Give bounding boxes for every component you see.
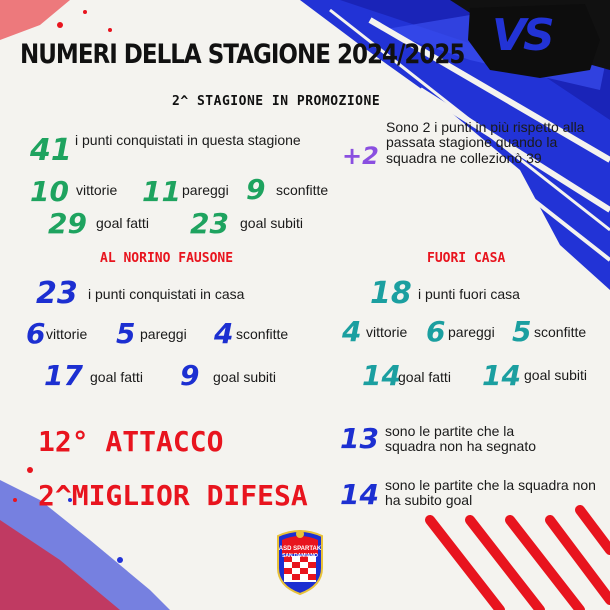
no-score-value: 13	[340, 422, 379, 455]
clean-sheets-label: sono le partite che la squadra non ha subito goal	[385, 477, 596, 509]
season-losses-label: sconfitte	[276, 182, 329, 198]
season-ga-label: goal subiti	[240, 215, 304, 231]
home-draws-label: pareggi	[140, 326, 187, 342]
home-losses-label: sconfitte	[236, 326, 289, 342]
clean-sheets-value: 14	[340, 478, 379, 511]
away-gf-label: goal fatti	[398, 369, 451, 385]
season-wins-value: 10	[30, 175, 69, 208]
season-gf-value: 29	[48, 207, 87, 240]
home-wins-value: 6	[26, 317, 46, 350]
away-losses-label: sconfitte	[534, 324, 587, 340]
home-heading: AL NORINO FAUSONE	[100, 251, 234, 266]
home-ga-value: 9	[180, 359, 200, 392]
season-losses-value: 9	[246, 173, 266, 206]
home-gf-value: 17	[44, 359, 83, 392]
away-draws-label: pareggi	[448, 324, 495, 340]
club-crest-icon	[274, 526, 326, 596]
season-points-value: 41	[30, 133, 72, 168]
home-draws-value: 5	[116, 317, 136, 350]
vs-badge: VS	[492, 10, 552, 61]
page-subtitle: 2^ STAGIONE IN PROMOZIONE	[172, 94, 381, 109]
season-wins-label: vittorie	[76, 182, 118, 198]
season-points-label: i punti conquistati in questa stagione	[75, 132, 301, 148]
season-delta-value: +2	[342, 142, 379, 170]
no-score-label: sono le partite che la squadra non ha segnato	[385, 423, 537, 455]
away-gf-value: 14	[362, 359, 401, 392]
attack-ranking: 12° ATTACCO	[38, 425, 224, 458]
defense-ranking: 2^MIGLIOR DIFESA	[38, 479, 308, 512]
home-points-value: 23	[36, 276, 78, 311]
away-draws-value: 6	[426, 315, 446, 348]
page-title: NUMERI DELLA STAGIONE 2024/2025	[20, 40, 465, 70]
away-ga-value: 14	[482, 359, 521, 392]
home-losses-value: 4	[214, 317, 234, 350]
away-heading: FUORI CASA	[427, 251, 506, 266]
home-ga-label: goal subiti	[213, 369, 277, 385]
away-ga-label: goal subiti	[524, 367, 588, 383]
season-draws-value: 11	[142, 175, 181, 208]
home-gf-label: goal fatti	[90, 369, 143, 385]
season-ga-value: 23	[190, 207, 229, 240]
away-wins-label: vittorie	[366, 324, 408, 340]
away-losses-value: 5	[512, 315, 532, 348]
home-points-label: i punti conquistati in casa	[88, 286, 245, 302]
away-wins-value: 4	[342, 315, 362, 348]
season-delta-label: Sono 2 i punti in più rispetto alla passata stagione quando la squadra ne collezionò 39	[386, 119, 585, 166]
crest-text-bottom: SAN DAMIANO	[282, 553, 318, 559]
season-gf-label: goal fatti	[96, 215, 149, 231]
home-wins-label: vittorie	[46, 326, 88, 342]
crest-text-top: ASD SPARTAK	[278, 546, 322, 552]
season-draws-label: pareggi	[182, 182, 229, 198]
away-points-value: 18	[370, 276, 412, 311]
away-points-label: i punti fuori casa	[418, 286, 520, 302]
